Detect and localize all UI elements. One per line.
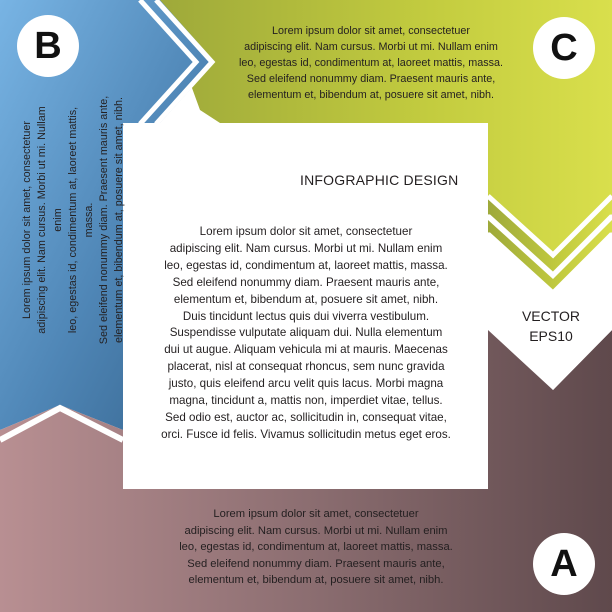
vector-label xyxy=(506,306,596,346)
badge-a-letter: A xyxy=(550,543,578,585)
vector-label-line1: VECTOR xyxy=(521,308,581,324)
vector-label-line2: EPS10 xyxy=(529,328,573,344)
badge-b xyxy=(17,15,79,77)
badge-c-letter: C xyxy=(550,27,578,69)
badge-c xyxy=(533,17,595,79)
main-paragraph: Lorem ipsum dolor sit amet, consectetuer adipiscing elit. Nam cursus. Morbi ut mi. Nullam enim leo, egestas id, condimentum at, laoreet mattis, massa. Sed eleifend nonummy diam. Praesent mauris ante, elementum et, bibendum at, posuere sit amet, nibh. Duis tincidunt lectus quis dui viverra vestibulum. Suspendisse vulputate aliquam dui. Nulla elementum dui ut augue. Aliquam vehicula mi at mauris. Maecenas placerat, nisl at consequat rhoncus, sem nunc gravida justo, quis eleifend arcu velit quis lacus. Morbi magna magna, tincidunt a, mattis non, imperdiet vitae, tellus. Sed odio est, auctor ac, sollicitudin in, consequat vitae, orci. Fusce id felis. Vivamus sollicitudin metus eget eros. xyxy=(161,225,451,441)
section-a-text: Lorem ipsum dolor sit amet, consectetuer adipiscing elit. Nam cursus. Morbi ut mi. Nullam enim leo, egestas id, condimentum at, laoreet mattis, massa. Sed eleifend nonummy diam. Praesent mauris ante, elementum et, bibendum at, posuere sit amet, nibh. xyxy=(179,508,453,586)
badge-a xyxy=(533,533,595,595)
section-c-text: Lorem ipsum dolor sit amet, consectetuer adipiscing elit. Nam cursus. Morbi ut mi. Nullam enim leo, egestas id, condimentum at, laoreet mattis, massa. Sed eleifend nonummy diam. Praesent mauris ante, elementum et, bibendum at, posuere sit amet, nibh. xyxy=(238,25,504,101)
badge-b-letter: B xyxy=(34,25,62,67)
section-b-text: Lorem ipsum dolor sit amet, consectetuer adipiscing elit. Nam cursus. Morbi ut mi. Nullam enim leo, egestas id, condimentum at, laoreet mattis, massa. Sed eleifend nonummy diam. Praesent mauris ante, elementum et, bibendum at, posuere sit amet, nibh. xyxy=(21,95,126,345)
page-title: INFOGRAPHIC DESIGN xyxy=(300,172,459,188)
